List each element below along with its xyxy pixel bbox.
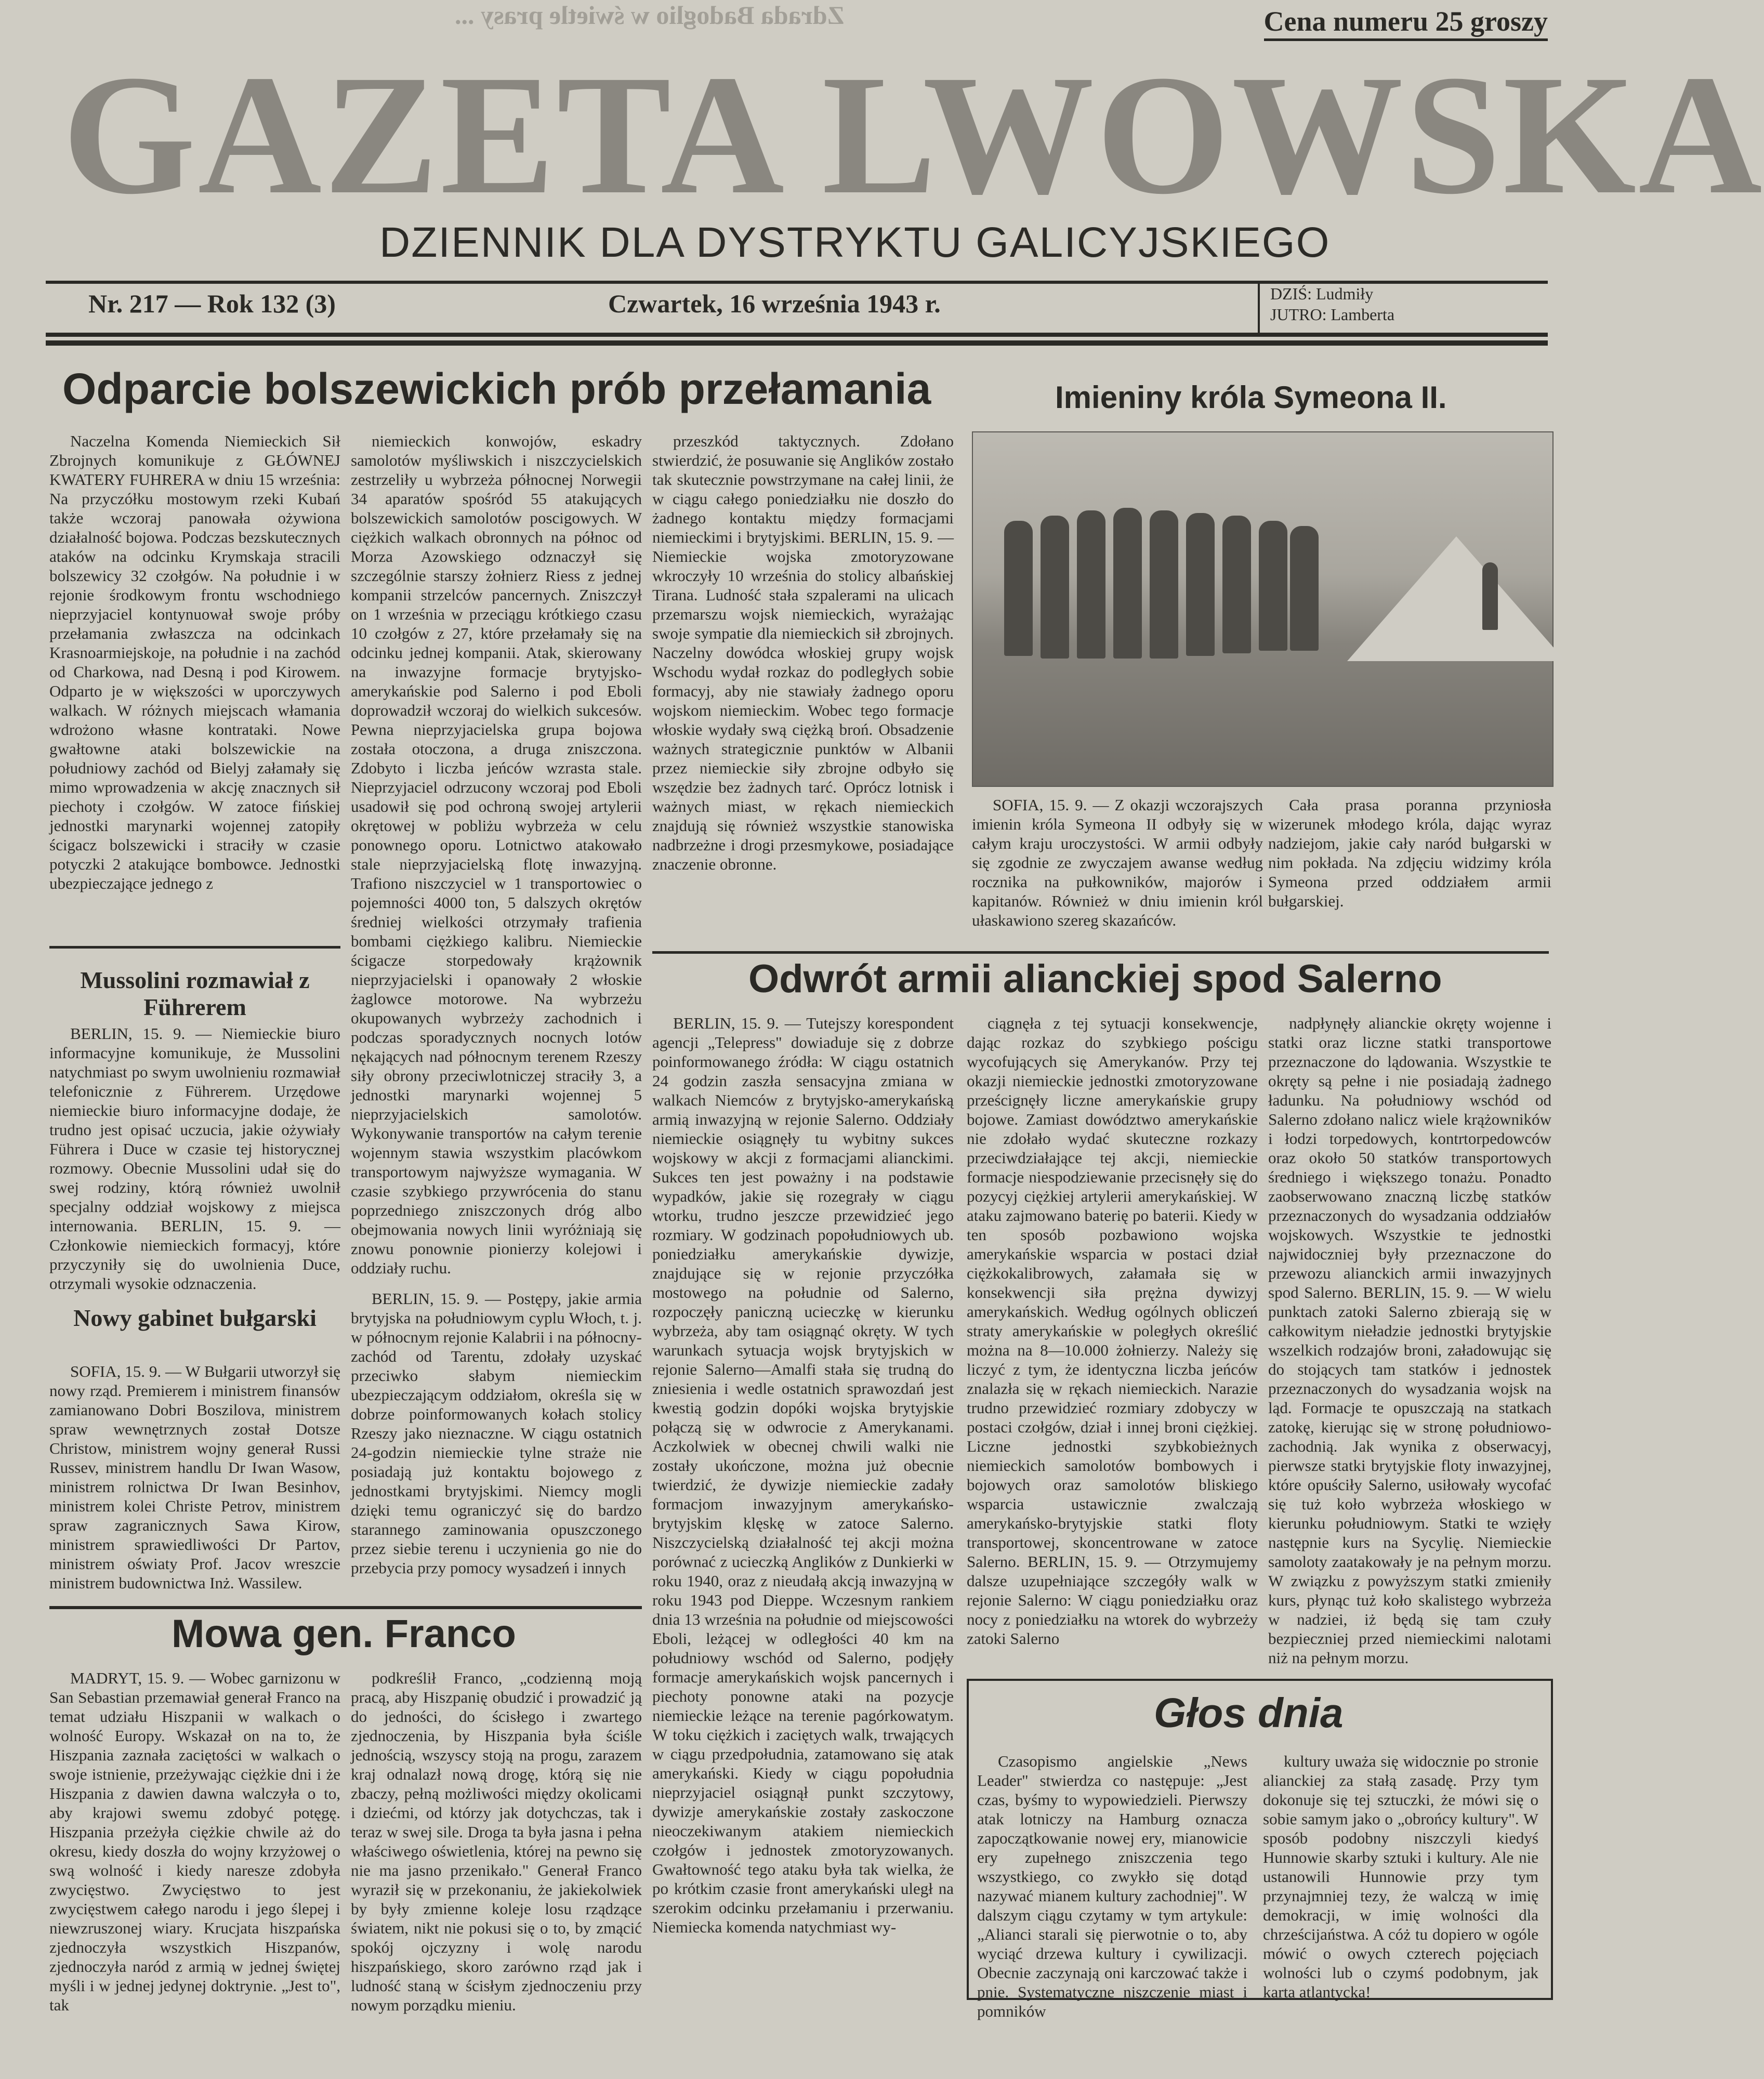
newspaper-subtitle: DZIENNIK DLA DYSTRYKTU GALICYJSKIEGO [379, 219, 1331, 266]
tent-shape [1347, 536, 1565, 661]
franco-headline: Mowa gen. Franco [172, 1612, 516, 1656]
mussolini-headline: Mussolini rozmawiał z Führerem [80, 967, 310, 1020]
main-article-col2: niemieckich konwojów, eskadry samolotów myśliwskich i niszczycielskich zestrzeliły u wybrzeża północnej Norwegii 34 aparatów spośród 55 atakujących bolszewickich samolotów poscigowych. W ciężkich walkach obronnych na północ od Morza Azowskiego odznaczył się szczególnie starszy żołnierz Riess z jednej kompanii strzelców pancernych. Zniszczył on 1 września w przeciągu krótkiego czasu 10 czołgów z 27, które przełamały się na odcinku jednej kompanii. Atak, skierowany na inwazyjne formacje brytyjsko-amerykańskie pod Salerno i pod Eboli doprowadził wczoraj do wielkich sukcesów. Pewna nieprzyjacielska grupa bojowa została otoczona, a druga zniszczona. Zdobyto i liczba jeńców wzrasta stale. Nieprzyjaciel odrzucony wczoraj pod Eboli usadowił się pod ochroną swojej artylerii okrętowej w pobliżu wybrzeża w celu ponownego oporu. Lotnictwo atakowało stale nieprzyjacielską flotę inwazyjną. Trafiono niszczyciel w 1 transportowiec o pojemności 4000 ton, 5 dalszych okrętów średniej wielkości otrzymały trafienia bombami ciężkiego kalibru. Niemieckie ścigacze storpedowały krążownik nieprzyjacielski i opanowały 2 włoskie żaglowce motorowe. Na wybrzeżu okupowanych wybrzeży zachodnich i podczas sporadycznych nocnych lotów nękających nad północnym terenem Rzeszy siły obrony przeciwlotniczej straciły 3, a jednostki marynarki wojennej 5 nieprzyjacielskich samolotów. Wykonywanie transportów na całym terenie wojennym stawia wszystkim placówkom transportowym najwyższe wymagania. W czasie szybkiego przywrócenia do stanu poprzedniego zniszczonych dróg albo obejmowania nowych linii wyróżniają się znowu ponownie pionierzy kolejowi i oddziały ruchu. [351, 432, 642, 1277]
glos-dnia-col1: Czasopismo angielskie „News Leader" stwierdza co następuje: „Jest czas, byśmy to wypowiedzieli. Pierwszy atak lotniczy na Hamburg oznacza zapoczątkowanie nowej ery, mianowicie ery zupełnego zniszczenia tego wszystkiego, co zwykło się dotąd nazywać mianem kultury zachodniej". W dalszym ciągu czytamy w tym artykule: „Alianci starali się pierwotnie o to, aby wyciąć drzewa kultury i cywilizacji. Obecnie zaczynają oni karczować także i pnie. Systematyczne niszczenie miast i pomników [977, 1752, 1247, 2020]
divider [49, 946, 340, 949]
salerno-col1: BERLIN, 15. 9. — Tutejszy korespondent agencji „Telepress" dowiaduje się z dobrze poinformowanego źródła: W ciągu ostatnich 24 godzin zaszła sensacyjna zmiana w walkach Niemców z brytyjsko-amerykańską armią inwazyjną w rejonie Salerno. Oddziały niemieckie osiągnęły tu wybitny sukces wojskowy w akcji z formacjami alianckimi. Sukces ten jest poważny i na podstawie wypadków, jakie się rozegrały w ciągu wtorku, trudno jeszcze przewidzieć jego rozmiary. W godzinach popołudniowych ub. poniedziałku amerykańskie dywizje, znajdujące się w rejonie przyczółka mostowego na południe od Salerno, rozpoczęły paniczną ucieczkę w kierunku wybrzeża, aby tam osiągnąć okręty. W tych warunkach sytuacja wojsk brytyjskich w rejonie Salerno—Amalfi stała się trudną do zniesienia i wedle ostatnich sprawozdań jest kwestią godzin dopóki wojska brytyjskie połączą się w odwrocie z Amerykanami. Aczkolwiek w obecnej chwili walki nie zostały ukończone, można już obecnie twierdzić, że dywizje niemieckie zadały formacjom inwazyjnym amerykańsko-brytyjskim klęskę w zatoce Salerno. Niszczycielską działalność tej akcji można porównać z ucieczką Anglików z Dunkierki w roku 1940, oraz z nieudałą akcją inwazyjną w roku 1943 pod Dieppe. Wczesnym rankiem dnia 13 września na południe od miejscowości Eboli, leżącej w odległości 40 km na południowy wschód od Salerno, podjęły formacje amerykańskich wojsk pancernych i piechoty ponowne ataki na pozycje niemieckie leżące na terenie pagórkowatym. W toku ciężkich i zaciętych walk, trwających w ciągu przedpołudnia, zatamowano się atak amerykański. Kiedy w ciągu popołudnia nieprzyjaciel osiągnął punkt szczytowy, dywizje amerykańskie zostały zaskoczone nieoczekiwanym atakiem niemieckich czołgów i jednostek zmotoryzowanych. Gwałtowność tego ataku była tak wielka, że po krótkim czasie front amerykański uległ na szerokim odcinku przełamaniu i przerwaniu. Niemiecka komenda natychmiast wy- [652, 1014, 954, 1936]
salerno-col3: nadpłynęły alianckie okręty wojenne i statki oraz liczne statki transportowe przeznaczone do lądowania. Wszystkie te okręty są pełne i nie posiadają żadnego ładunku. Na południowy wschód od Salerno zdołano nalicz wiele krążowników i łodzi torpedowych, kontrtorpedowców oraz około 50 statków transportowych średniego i większego tonażu. Ponadto zaobserwowano znaczną liczbę statków przeznaczonych do wysadzania oddziałów wojskowych. Wszystkie te jednostki najwidoczniej były przeznaczone do przewozu alianckich armii inwazyjnych spod Salerno. BERLIN, 15. 9. — W wielu punktach zatoki Salerno zbierają się w całkowitym nieładzie jednostki brytyjskie wszelkich rodzajów broni, załadowując się do stojących tam statków i jednostek przeznaczonych do wysadzania wojsk na ląd. Formacje te opuszczają na statkach zatokę, kierując się w stronę południowo-zachodnią. Jak wynika z obserwacyj, pierwsze statki brytyjskie floty inwazyjnej, które opuściły Salerno, usiłowały wycofać się tuż koło wybrzeża włoskiego w kierunku południowym. Statki te wzięły następnie kurs na Sycylię. Niemieckie samoloty zaatakowały je na pełnym morzu. W związku z powyższym statki zmieniły kurs, płynąc tuż koło skalistego wybrzeża w nadziei, iż będą się tam czuły bezpieczniej przed niemieckimi nalotami niż na pełnym morzu. [1268, 1014, 1551, 1667]
gabinet-text: SOFIA, 15. 9. — W Bułgarii utworzył się nowy rząd. Premierem i ministrem finansów zamianowano Dobri Boszilova, ministrem spraw wewnętrznych został Dotsze Christow, ministrem wojny generał Russi Russev, ministrem handlu Dr Iwan Wasow, ministrem rolnictwa Dr Iwan Besinhov, ministrem kolei Christe Petrov, ministrem spraw zagranicznych Sawa Kirow, ministrem sprawiedliwości Dr Partov, ministrem oświaty Prof. Jacov wreszcie ministrem budownictwa Inż. Wassilew. [49, 1362, 340, 1592]
price-label: Cena numeru 25 groszy [1264, 5, 1548, 41]
masthead-top-ribbon: Zdrada Badoglio w świetle prasy ... [454, 1, 845, 30]
salerno-col2: ciągnęła z tej sytuacji konsekwencje, dając rozkaz do szybkiego pościgu wycofujących się Amerykanów. Przy tej okazji niemieckie jednostki zmotoryzowane prześcignęły liczne amerykańskie grupy bojowe. Zamiast dowództwo amerykańskie nie zdołało wydać skuteczne rozkazy przeciwdziałające tej akcji, niemieckie formacje niespodziewanie przecisnęły się do pozycyj ciężkiej artylerii amerykańskiej. W ataku zajmowano baterię po baterii. Kiedy w ten sposób pozbawiono wojska amerykańskie wsparcia w postaci dział ciężkokalibrowych, załamała się w konsekwencji siła prężna dywizyj amerykańskich. Według ogólnych obliczeń straty amerykańskie w poległych określić można na 8—10.000 żołnierzy. Należy się liczyć z tym, że identyczna liczba jeńców znalazła się w rękach niemieckich. Narazie trudno przewidzieć rozmiary zdobyczy w postaci czołgów, dział i innej broni ciężkiej. Liczne jednostki szybkobieżnych niemieckich samolotów bombowych i bojowych oraz samolotów bliskiego wsparcia ustawicznie zwalczają amerykańsko-brytyjskie statki floty transportowej, skoncentrowane w zatoce Salerno. BERLIN, 15. 9. — Otrzymujemy dalsze uzupełniające szczegóły walk w rejonie Salerno: W ciągu poniedziałku oraz nocy z poniedziałku na wtorek do wybrzeży zatoki Salerno [967, 1014, 1258, 1648]
masthead-bottom-rule [46, 333, 1548, 337]
main-article-col1: Naczelna Komenda Niemieckich Sił Zbrojnych komunikuje z GŁÓWNEJ KWATERY FUHRERA w dniu 15 września: Na przyczółku mostowym rzeki Kubań także wczoraj panowała ożywiona działalność bojowa. Podczas bezskutecznych ataków na odcinku Krymskaja stracili bolszewicy 32 czołgów. Na południe i w rejonie środkowym frontu wschodniego nieprzyjaciel kontynuował swoje próby przełamania zwłaszcza na odcinkach Krasnoarmiejskoje, na południe i na zachód od Charkowa, nad Desną i pod Kirowem. Odparto je w większości w uporczywych walkach. W różnych miejscach włamania wdrożono własne kontrataki. Nowe gwałtowne ataki bolszewickie na południowy zachód od Bielyj załamały się mimo wprowadzenia w akcję znacznych sił piechoty i czołgów. W zatoce fińskiej jednostki marynarki wojennej zatopiły ścigacz bolszewicki i straciły w czasie potyczki 2 atakujące bombowce. Jednostki ubezpieczające jednego z [49, 432, 340, 892]
franco-col2: podkreślił Franco, „codzienną moją pracą, aby Hiszpanię obudzić i prowadzić ją do jedności, do ścisłego i zwartego zjednoczenia, by Hiszpania była ściśle jednością, wszyscy stoją na progu, zarazem kraj odnalazł nową drogę, którą się nie zbaczy, pełną możliwości między okolicami i dziećmi, od którzy jak dotychczas, tak i teraz w swej sile. Droga ta była jasna i pełna właściwego oświetlenia, której na pewno się nie ma jasno przenikało." Generał Franco wyraził się w przekonaniu, że jakiekolwiek by były zmienne koleje losu rządzące światem, nikt nie pokusi się o to, by zmącić spokój ojczyzny i wolę narodu hiszpańskiego, skoro zarówno rząd jak i ludność staną w ścisłym zjednoczeniu przy nowym porządku mieniu. [351, 1669, 642, 2014]
mussolini-text: BERLIN, 15. 9. — Niemieckie biuro informacyjne komunikuje, że Mussolini natychmiast po swym uwolnieniu rozmawiał telefonicznie z Führerem. Urzędowe niemieckie biuro informacyjne dodaje, że trudno jest opisać uczucia, jakie ożywiały Führera i Duce w czasie tej historycznej rozmowy. Obecnie Mussolini udał się do swej rodziny, którą również uwolnił specjalny oddział wojskowy z miejsca internowania. BERLIN, 15. 9. — Członkowie niemieckich formacyj, które przyczyniły się do uwolnienia Duce, otrzymali wysokie odznaczenia. [49, 1024, 340, 1293]
main-headline: Odparcie bolszewickich prób przełamania [62, 364, 931, 413]
divider [49, 1606, 642, 1609]
soldier-figure [1077, 510, 1105, 659]
issue-number: Nr. 217 — Rok 132 (3) [88, 289, 336, 318]
soldier-figure [1113, 508, 1142, 659]
name-day-tomorrow: JUTRO: Lamberta [1270, 305, 1395, 324]
child-figure [1482, 562, 1498, 630]
name-days-box [1258, 283, 1551, 335]
soldier-figure [1259, 521, 1287, 651]
symeon-caption-right: Cała prasa poranna przyniosła wizerunek młodego króla, dając wyraz nadziejom, jakie cały naród bułgarski w nim pokłada. Na zdjęciu widzimy króla Symeona przed oddziałem armii bułgarskiej. [1268, 796, 1551, 910]
main-article-col3: przeszkód taktycznych. Zdołano stwierdzić, że posuwanie się Anglików zostało tak skutecznie powstrzymane na całej linii, że w ciągu całego poniedziałku nie doszło do żadnego kontaktu między formacjami niemieckimi i brytyjskimi. BERLIN, 15. 9. — Niemieckie wojska zmotoryzowane wkroczyły 10 września do stolicy albańskiej Tirana. Ludność stała szpalerami na ulicach przemarszu wojsk niemieckich, wyrażając swoje sympatie dla niemieckich sił zbrojnych. Naczelny dowódca włoskiej grupy wojsk Wschodu wydał rozkaz do podległych sobie formacyj, aby nie stawiały żadnego oporu wojskom niemieckim. Wobec tego formacje włoskie wydały swą ciężką broń. Obsadzenie ważnych strategicznie punktów w Albanii przez niemieckie siły zbrojne odbyło się wszędzie bez żadnych tarć. Oprócz lotnisk i ważnych miast, w rękach niemieckich znajdują się również wszystkie stanowiska nadbrzeżne i drogi przesmykowe, posiadające znaczenie obronne. [652, 432, 954, 873]
soldier-figure [1041, 516, 1069, 659]
symeon-caption-left: SOFIA, 15. 9. — Z okazji wczorajszych imienin króla Symeona II odbyły się w całym kraju uroczystości. W armii odbyły się zgodnie ze zwyczajem awanse według rocznika na pułkowników, majorów i kapitanów. Również w dniu imienin król ułaskawiono szereg skazańców. [972, 796, 1263, 929]
soldier-figure [1290, 526, 1319, 651]
glos-dnia-col2: kultury uważa się widocznie po stronie alianckiej za stałą zasadę. Przy tym dokonuje się tej sztuczki, że mówi się o sobie samym jako o „obrońcy kultury". W sposób podobny niszczyli kiedyś Hunnowie skarby sztuki i kultury. Ale nie ustanowili Hunnowie przy tym przynajmniej tezy, że walczą w imię demokracji, w imię wolności dla chrześcijaństwa. A cóż tu dopiero w ogóle mówić o owych czterech pojęciach wolności lub o czymś podobnym, jak karta atlantycka! [1263, 1752, 1538, 2001]
salerno-headline: Odwrót armii alianckiej spod Salerno [748, 957, 1442, 1001]
soldier-figure [1186, 513, 1215, 656]
king-symeon-photo [972, 431, 1554, 787]
symeon-headline: Imieniny króla Symeona II. [1055, 380, 1447, 415]
soldier-figure [1150, 510, 1178, 659]
divider [652, 951, 1549, 954]
franco-col1: MADRYT, 15. 9. — Wobec garnizonu w San Sebastian przemawiał generał Franco na temat udziału Hiszpanii w walkach o wolność Europy. Wskazał on na to, że Hiszpania zaznała zaciętości w walkach o swoje istnienie, przeżywając ciężkie dni i że Hiszpania z dawien dawna walczyła o to, aby krajowi swemu zdobyć potęgę. Hiszpania przeżyła ciężkie chwile aż do okresu, kiedy doszła do wojny krzyżowej o swą wolność i kiedy naresze zdobyła zwycięstwo. Zwycięstwo to jest zwycięstwem całego narodu i jego ślepej i niewzruszonej wiary. Krucjata hiszpańska zjednoczyła wszystkich Hiszpanów, zjednoczyła naród z armią w jednej świętej myśli i w jednej jedynej doktrynie. „Jest to", tak [49, 1669, 340, 2014]
newspaper-title: GAZETA LWOWSKA [62, 40, 1764, 230]
masthead-bottom-rule-2 [46, 340, 1548, 346]
berlin-britain-text: BERLIN, 15. 9. — Postępy, jakie armia brytyjska na południowym cyplu Włoch, t. j. w północnym rejonie Kalabrii i na północny-zachód od Tarentu, zdołały uzyskać przeciwko słabym niemieckim ubezpieczającym oddziałom, określa się w dobrze poinformowanych kołach stolicy Rzeszy jako nieznaczne. W ciągu ostatnich 24-godzin niemieckie tylne straże nie posiadają już kontaktu bojowego z jednostkami brytyjskimi. Niemcy mogli dzięki temu ograniczyć się do bardzo starannego zaminowania opuszczonego przez siebie terenu i uczynienia go nie do przebycia przy pomocy wysadzeń i innych [351, 1289, 642, 1577]
gabinet-headline: Nowy gabinet bułgarski [73, 1305, 317, 1331]
soldier-figure [1222, 516, 1251, 653]
soldier-figure [1004, 521, 1033, 656]
issue-date: Czwartek, 16 września 1943 r. [608, 289, 941, 318]
name-day-today: DZIŚ: Ludmiły [1270, 284, 1374, 303]
glos-dnia-headline: Głos dnia [1154, 1690, 1344, 1736]
